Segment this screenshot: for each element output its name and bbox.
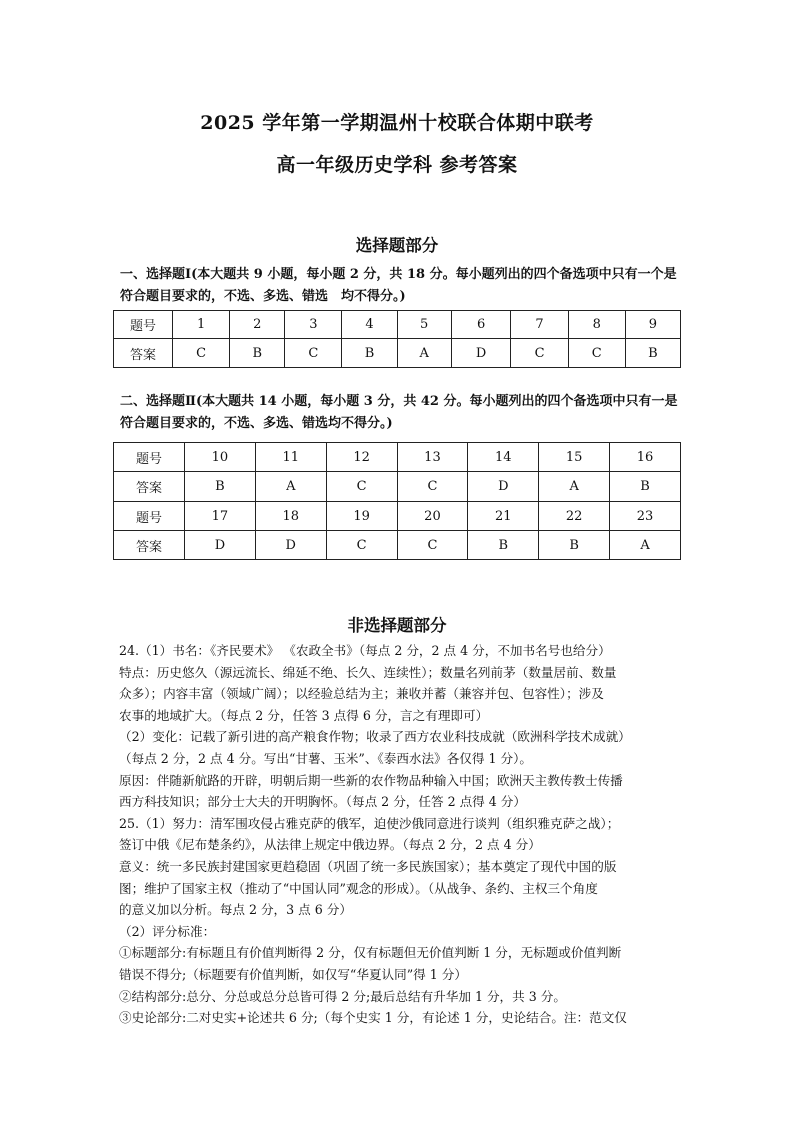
section-heading-choice: 选择题部分 <box>355 236 439 255</box>
row-label-answer: 答案 <box>114 531 185 560</box>
answer-line: （2）变化：记载了新引进的高产粮食作物；收录了西方农业科技成就（欧洲科学技术成就） <box>119 729 631 745</box>
question-number: 3 <box>285 311 342 339</box>
question-number: 23 <box>610 502 681 531</box>
answer-line: 图；维护了国家主权（推动了“中国认同”观念的形成）。（从战争、条约、主权三个角度 <box>119 880 598 896</box>
answer-cell: D <box>185 531 256 560</box>
answer-line: 众多）；内容丰富（领域广阔）；以经验总结为主；兼收并蓄（兼容并包、包容性）；涉及 <box>119 686 604 702</box>
table-row <box>114 339 681 368</box>
answer-cell: C <box>326 472 397 502</box>
answer-body <box>119 640 681 1029</box>
question-number: 16 <box>610 443 681 472</box>
question-number: 5 <box>397 311 451 339</box>
answer-cell: A <box>397 339 451 368</box>
answer-line: 原因：伴随新航路的开辟，明朝后期一些新的农作物品种输入中国；欧洲天主教传教士传播 <box>119 772 623 788</box>
answer-cell: C <box>326 531 397 560</box>
answer-cell: B <box>185 472 256 502</box>
question-number: 22 <box>539 502 610 531</box>
answer-cell: B <box>468 531 539 560</box>
answer-line: 西方科技知识；部分士大夫的开明胸怀。（每点 2 分，任答 2 点得 4 分） <box>119 794 526 810</box>
question-number: 4 <box>342 311 397 339</box>
table-row <box>114 311 681 339</box>
section-heading-non-choice: 非选择题部分 <box>347 616 447 635</box>
answer-cell: C <box>285 339 342 368</box>
table-row <box>114 472 681 502</box>
question-number: 15 <box>539 443 610 472</box>
question-number: 6 <box>451 311 511 339</box>
table-row <box>114 531 681 560</box>
question-number: 11 <box>255 443 326 472</box>
choice-2-instructions: 二、选择题Ⅱ(本大题共 14 小题，每小题 3 分，共 42 分。每小题列出的四个备选项中只有一是符合题目要求的，不选、多选、错选均不得分。) <box>120 394 678 431</box>
answer-table-1 <box>113 310 681 368</box>
question-number: 2 <box>230 311 285 339</box>
answer-cell: C <box>173 339 230 368</box>
answer-cell: C <box>511 339 568 368</box>
exam-subtitle: 高一年级历史学科 参考答案 <box>276 154 518 176</box>
question-number: 19 <box>326 502 397 531</box>
question-number: 9 <box>625 311 680 339</box>
question-number: 20 <box>397 502 468 531</box>
answer-cell: B <box>625 339 680 368</box>
answer-line: ③史论部分:二对史实+论述共 6 分;（每个史实 1 分，有论述 1 分，史论结合。注：范文仅 <box>119 1010 627 1026</box>
answer-cell: D <box>255 531 326 560</box>
question-number: 21 <box>468 502 539 531</box>
answer-cell: C <box>568 339 625 368</box>
answer-cell: C <box>397 472 468 502</box>
choice-1-instructions: 一、选择题Ⅰ(本大题共 9 小题，每小题 2 分，共 18 分。每小题列出的四个备选项中只有一个是符合题目要求的，不选、多选、错选 均不得分。) <box>120 267 677 304</box>
question-number: 17 <box>185 502 256 531</box>
exam-title: 2025 学年第一学期温州十校联合体期中联考 <box>200 112 594 134</box>
answer-cell: D <box>468 472 539 502</box>
answer-cell: D <box>451 339 511 368</box>
question-number: 1 <box>173 311 230 339</box>
answer-cell: B <box>610 472 681 502</box>
answer-line: 农事的地域扩大。（每点 2 分，任答 3 点得 6 分，言之有理即可） <box>119 707 489 723</box>
answer-line: （每点 2 分，2 点 4 分。写出“甘薯、玉米”、《泰西水法》各仅得 1 分）。 <box>119 750 532 766</box>
answer-cell: A <box>255 472 326 502</box>
answer-line: 24.（1）书名：《齐民要术》 《农政全书》（每点 2 分，2 点 4 分，不加书名号也给分） <box>119 643 611 658</box>
answer-cell: C <box>397 531 468 560</box>
question-number: 10 <box>185 443 256 472</box>
question-number: 12 <box>326 443 397 472</box>
question-number: 13 <box>397 443 468 472</box>
answer-line: （2）评分标准： <box>119 923 216 939</box>
answer-line: 特点：历史悠久（源远流长、绵延不绝、长久、连续性）；数量名列前茅（数量居前、数量 <box>119 664 617 680</box>
answer-cell: B <box>342 339 397 368</box>
answer-cell: B <box>539 531 610 560</box>
answer-line: 的意义加以分析。每点 2 分，3 点 6 分） <box>119 902 352 918</box>
row-label-question: 题号 <box>114 443 185 472</box>
row-label-answer: 答案 <box>114 472 185 502</box>
answer-line: 签订中俄《尼布楚条约》，从法律上规定中俄边界。（每点 2 分，2 点 4 分） <box>119 837 541 853</box>
answer-line: ①标题部分:有标题且有价值判断得 2 分，仅有标题但无价值判断 1 分，无标题或价值判断 <box>119 945 622 961</box>
answer-table-2 <box>113 442 681 560</box>
answer-line: 25.（1）努力：清军围攻侵占雅克萨的俄军，迫使沙俄同意进行谈判（组织雅克萨之战）； <box>119 815 620 831</box>
question-number: 8 <box>568 311 625 339</box>
answer-line: ②结构部分:总分、分总或总分总皆可得 2 分;最后总结有升华加 1 分，共 3 分。 <box>119 988 566 1004</box>
answer-line: 意义：统一多民族封建国家更趋稳固（巩固了统一多民族国家）；基本奠定了现代中国的版 <box>119 858 617 874</box>
answer-cell: A <box>610 531 681 560</box>
answer-line: 错误不得分;（标题要有价值判断，如仅写“华夏认同”得 1 分） <box>119 966 467 982</box>
row-label-question: 题号 <box>114 502 185 531</box>
question-number: 14 <box>468 443 539 472</box>
row-label-question: 题号 <box>114 311 173 339</box>
table-row <box>114 502 681 531</box>
row-label-answer: 答案 <box>114 339 173 368</box>
question-number: 7 <box>511 311 568 339</box>
answer-cell: B <box>230 339 285 368</box>
question-number: 18 <box>255 502 326 531</box>
table-row <box>114 443 681 472</box>
answer-cell: A <box>539 472 610 502</box>
